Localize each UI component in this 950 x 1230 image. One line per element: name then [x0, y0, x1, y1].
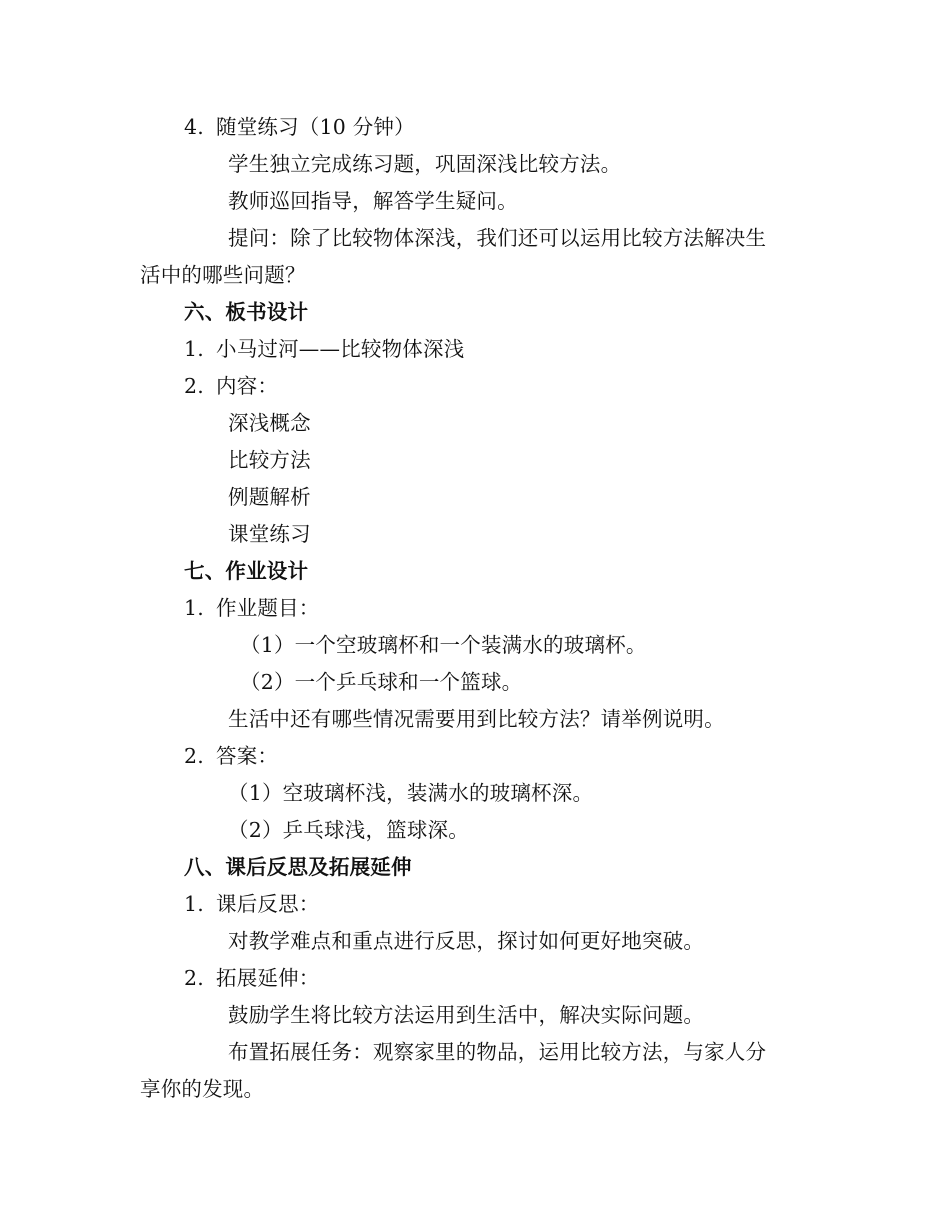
list-item	[184, 373, 278, 399]
paragraph: 教师巡回指导，解答学生疑问。	[228, 189, 518, 213]
board-item: 深浅概念	[228, 411, 311, 435]
section-heading-7: 七、作业设计	[184, 559, 309, 583]
paragraph: 鼓励学生将比较方法运用到生活中，解决实际问题。	[228, 1003, 705, 1027]
board-item: 课堂练习	[228, 522, 311, 546]
board-item: 例题解析	[228, 485, 311, 509]
paragraph-continuation: 享你的发现。	[140, 1077, 265, 1101]
paragraph: 生活中还有哪些情况需要用到比较方法？请举例说明。	[228, 707, 725, 731]
list-item-practice	[184, 114, 415, 140]
list-number: 1.	[184, 337, 204, 361]
paragraph: 提问：除了比较物体深浅，我们还可以运用比较方法解决生	[228, 226, 767, 250]
paragraph: 布置拓展任务：观察家里的物品，运用比较方法，与家人分	[228, 1040, 767, 1064]
list-number: 2.	[184, 966, 204, 990]
paragraph-continuation: 活中的哪些问题？	[140, 263, 306, 287]
homework-question: （2）一个乒乓球和一个篮球。	[240, 670, 523, 694]
paragraph: 学生独立完成练习题，巩固深浅比较方法。	[228, 152, 622, 176]
answer-item: （2）乒乓球浅，篮球深。	[228, 818, 469, 842]
list-number: 2.	[184, 744, 204, 768]
list-item-text: 内容：	[216, 374, 279, 398]
section-heading-6: 六、板书设计	[184, 300, 309, 324]
list-number: 2.	[184, 374, 204, 398]
list-item-text: 答案：	[216, 744, 279, 768]
list-number: 4.	[184, 115, 204, 139]
homework-question: （1）一个空玻璃杯和一个装满水的玻璃杯。	[240, 633, 647, 657]
list-item	[184, 595, 320, 621]
list-item-text: 小马过河——比较物体深浅	[216, 337, 465, 361]
answer-item: （1）空玻璃杯浅，装满水的玻璃杯深。	[228, 781, 594, 805]
list-item-text: 作业题目：	[216, 596, 320, 620]
board-item: 比较方法	[228, 448, 311, 472]
list-number: 1.	[184, 596, 204, 620]
list-item	[184, 743, 278, 769]
list-number: 1.	[184, 892, 204, 916]
list-item-text: 拓展延伸：	[216, 966, 320, 990]
paragraph: 对教学难点和重点进行反思，探讨如何更好地突破。	[228, 929, 705, 953]
list-item	[184, 965, 320, 991]
list-item-text: 随堂练习（10 分钟）	[216, 115, 415, 139]
list-item-text: 课后反思：	[216, 892, 320, 916]
list-item	[184, 891, 320, 917]
list-item	[184, 336, 464, 362]
section-heading-8: 八、课后反思及拓展延伸	[184, 855, 412, 879]
